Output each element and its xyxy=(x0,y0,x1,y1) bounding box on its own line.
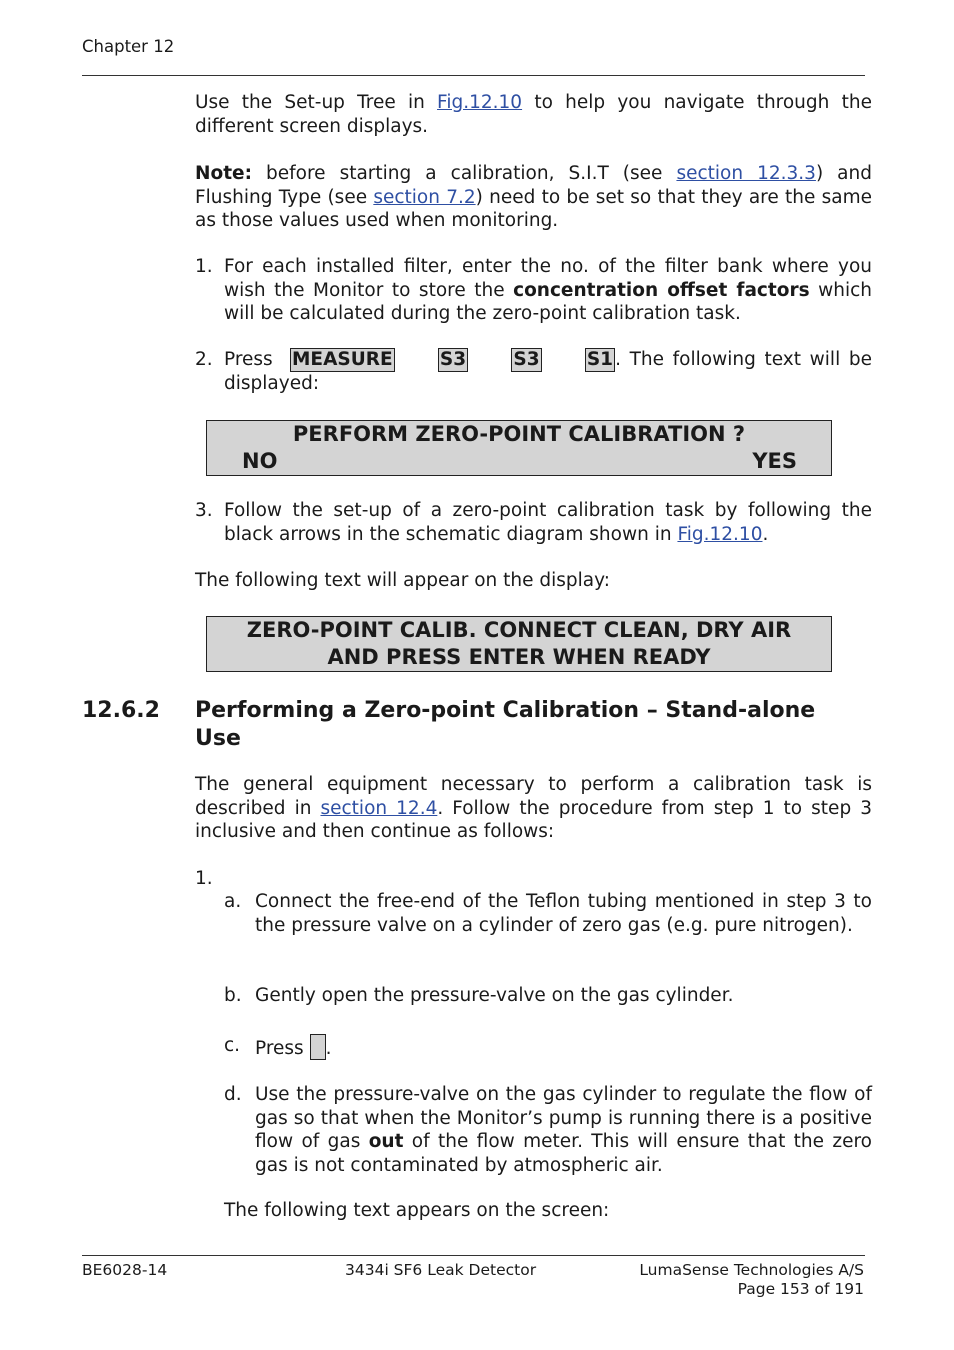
enter-key[interactable] xyxy=(310,1034,326,1060)
general-text: The general equipment necessary to perform a calibration task is described in xyxy=(195,774,872,819)
section-link-flushing[interactable]: section 7.2 xyxy=(373,186,476,208)
s1-key[interactable]: S1 xyxy=(586,349,614,370)
substep-label-c: c. xyxy=(224,1035,241,1056)
step-number: 1. xyxy=(195,868,213,889)
step-2-text-end: . The following text will be displayed: xyxy=(224,349,872,394)
step-number: 1. xyxy=(195,256,213,277)
step-3-text-b: . xyxy=(762,523,769,545)
substep-d-text-a: Use the pressure-valve on the gas cylinder to regulate the flow of gas so that when the Monitor’s pump is running there is a positive flow of gas xyxy=(255,1084,872,1152)
intro-text-end: to help you navigate through the different screen displays. xyxy=(195,92,872,137)
intro-text: Use the Set-up Tree in xyxy=(195,92,438,113)
footer-doc-number: BE6028-14 xyxy=(82,1261,168,1279)
substep-b-text: Gently open the pressure-valve on the gas cylinder. xyxy=(255,985,734,1006)
general-paragraph xyxy=(195,773,872,844)
substep-d-text xyxy=(255,1083,872,1177)
note-label: Note: xyxy=(195,163,252,184)
chapter-header: Chapter 12 xyxy=(82,37,175,56)
display-options-row xyxy=(207,448,831,475)
step-1-bold: concentration offset factors xyxy=(513,279,810,301)
note-text-2: ) and Flushing Type (see xyxy=(195,163,872,208)
fig-link[interactable]: Fig.12.10 xyxy=(677,523,763,545)
note-text-3: ) need to be set so that they are the same as those values used when monitoring. xyxy=(195,186,872,231)
substep-label-b: b. xyxy=(224,985,242,1006)
display-line: AND PRESS ENTER WHEN READY xyxy=(327,645,711,669)
substep-a-text: Connect the free-end of the Teflon tubing mentioned in step 3 to the pressure valve on a cylinder of zero gas (e.g. pure nitrogen). xyxy=(255,891,872,936)
substep-d-text-b: of the flow meter. This will ensure that the zero gas is not contaminated by atmospheric air. xyxy=(255,1131,872,1176)
step-number: 3. xyxy=(195,500,213,521)
substep-c-text xyxy=(255,1034,872,1061)
note-text: before starting a calibration, S.I.T (see xyxy=(251,163,677,184)
substep-label-a: a. xyxy=(224,891,242,912)
substep-label-d: d. xyxy=(224,1084,242,1105)
footer-page-number: Page 153 of 191 xyxy=(737,1280,864,1298)
display-line: ZERO-POINT CALIB. CONNECT CLEAN, DRY AIR xyxy=(246,618,792,642)
substep-d-bold: out xyxy=(368,1131,404,1152)
step-2-text xyxy=(224,348,872,396)
measure-key[interactable]: MEASURE xyxy=(292,349,393,370)
substep-c-end: . xyxy=(325,1038,332,1059)
step-3-text xyxy=(224,499,872,546)
display-line: PERFORM ZERO-POINT CALIBRATION ? xyxy=(292,422,746,446)
note-paragraph xyxy=(195,162,872,233)
step-3-text-a: Follow the set-up of a zero-point calibration task by following the black arrows in the schematic diagram shown in xyxy=(224,500,872,545)
display-box-calibration-prompt xyxy=(206,420,832,476)
following-text: The following text will appear on the display: xyxy=(195,570,610,591)
section-title: Performing a Zero-point Calibration – Stand-alone Use xyxy=(195,698,816,751)
general-text-end: . Follow the procedure from step 1 to step 3 inclusive and then continue as follows: xyxy=(195,797,872,842)
s3-key[interactable]: S3 xyxy=(513,349,540,370)
header-rule xyxy=(82,75,865,76)
s3-key[interactable]: S3 xyxy=(439,349,467,370)
footer-rule xyxy=(82,1255,865,1256)
intro-paragraph xyxy=(195,91,872,138)
display-box-connect-air xyxy=(206,616,832,672)
footer-product: 3434i SF6 Leak Detector xyxy=(345,1261,537,1279)
footer-company: LumaSense Technologies A/S xyxy=(639,1261,864,1279)
display-option-no: NO xyxy=(242,449,278,473)
substep-c-press: Press xyxy=(255,1038,310,1059)
fig-link[interactable]: Fig.12.10 xyxy=(437,92,523,113)
step-2-press: Press xyxy=(224,349,282,370)
section-number: 12.6.2 xyxy=(82,698,160,723)
step-1-text-a: For each installed filter, enter the no. of the filter bank where you wish the Monitor to store the xyxy=(224,256,872,301)
step-1-text-b: which will be calculated during the zero-point calibration task. xyxy=(224,279,872,324)
step-number: 2. xyxy=(195,349,213,370)
step-1-text xyxy=(224,255,872,326)
display-option-yes: YES xyxy=(752,449,797,473)
section-link-sit[interactable]: section 12.3.3 xyxy=(676,163,816,184)
closing-text: The following text appears on the screen: xyxy=(224,1200,610,1221)
section-link-equipment[interactable]: section 12.4 xyxy=(320,797,438,819)
